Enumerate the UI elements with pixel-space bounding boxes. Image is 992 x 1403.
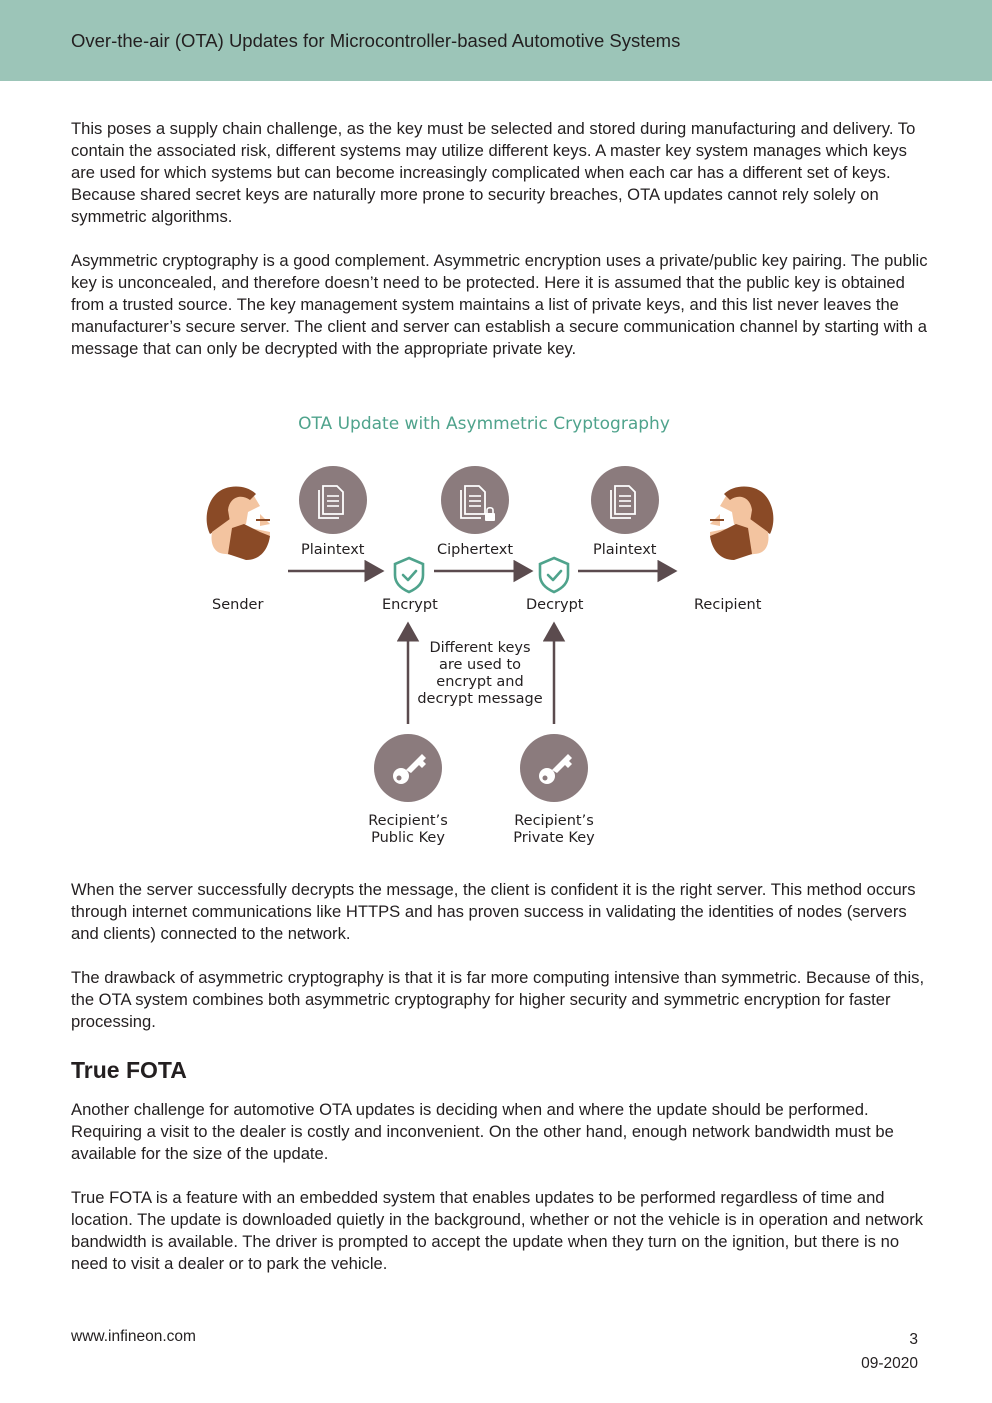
sender-avatar — [207, 487, 270, 561]
public-key-icon — [374, 734, 442, 802]
label-ciphertext: Ciphertext — [437, 542, 514, 558]
footer-date: 09-2020 — [861, 1355, 918, 1372]
section-heading-true-fota: True FOTA — [71, 1057, 187, 1083]
header-bar — [0, 0, 992, 81]
paragraph-server-decrypts: When the server successfully decrypts the message, the client is confident it is the right server. This method occurs through internet communications like HTTPS and has proven success in validating the identities of nodes (servers and clients) connected to the network. — [71, 880, 916, 943]
document-title: Over-the-air (OTA) Updates for Microcontroller-based Automotive Systems — [71, 30, 681, 51]
paragraph-true-fota: True FOTA is a feature with an embedded system that enables updates to be performed regardless of time and location. The update is downloaded quietly in the background, whether or not the vehicle is in operation and network bandwidth is available. The driver is prompted to accept the update when they turn on the ignition, but there is no need to visit a dealer or to park the vehicle. — [71, 1188, 924, 1273]
ciphertext-document-icon — [441, 466, 509, 534]
paragraph-supply-chain: This poses a supply chain challenge, as the key must be selected and stored during manufacturing and delivery. To contain the associated risk, different systems may utilize different keys. A master key system manages which keys are used for which systems but can become increasingly complicated when each car has a different set of keys. Because shared secret keys are naturally more prone to security breaches, OTA updates cannot rely solely on symmetric algorithms. — [71, 119, 916, 226]
decrypted-document-icon — [591, 466, 659, 534]
encrypt-shield-icon — [395, 558, 423, 592]
label-public-key: Recipient’s Public Key — [368, 813, 448, 846]
private-key-icon — [520, 734, 588, 802]
label-plaintext-left: Plaintext — [301, 542, 365, 558]
paragraph-asymmetric: Asymmetric cryptography is a good complement. Asymmetric encryption uses a private/public key pairing. The public key is unconcealed, and therefore doesn’t need to be protected. Here it is assumed that the public key is obtained from a trusted source. The key management system maintains a list of private keys, and this list never leaves the manufacturer’s secure server. The client and server can establish a secure communication channel by starting with a message that can only be decrypted with the appropriate private key. — [71, 251, 928, 358]
plaintext-document-icon — [299, 466, 367, 534]
footer-page-info — [861, 1328, 918, 1376]
page-number: 3 — [909, 1331, 918, 1348]
label-private-key: Recipient’s Private Key — [513, 813, 595, 846]
footer-website: www.infineon.com — [71, 1328, 196, 1345]
label-encrypt: Encrypt — [382, 597, 438, 613]
paragraph-challenge: Another challenge for automotive OTA updates is deciding when and where the update should be performed. Requiring a visit to the dealer is costly and inconvenient. On the other hand, enough network bandwidth must be available for the size of the update. — [71, 1100, 894, 1163]
paragraph-drawback: The drawback of asymmetric cryptography is that it is far more computing intensive than symmetric. Because of this, the OTA system combines both asymmetric cryptography for higher security and symmetric encryption for faster processing. — [71, 968, 925, 1031]
diagram-graphics — [190, 404, 790, 864]
diagram-title: OTA Update with Asymmetric Cryptography — [298, 414, 670, 434]
label-different-keys-note: Different keys are used to encrypt and decrypt message — [417, 640, 543, 707]
label-plaintext-right: Plaintext — [593, 542, 657, 558]
label-recipient: Recipient — [694, 597, 762, 613]
label-decrypt: Decrypt — [526, 597, 584, 613]
decrypt-shield-icon — [540, 558, 568, 592]
ota-asymmetric-diagram — [190, 404, 790, 864]
recipient-avatar — [710, 487, 773, 561]
label-sender: Sender — [212, 597, 264, 613]
